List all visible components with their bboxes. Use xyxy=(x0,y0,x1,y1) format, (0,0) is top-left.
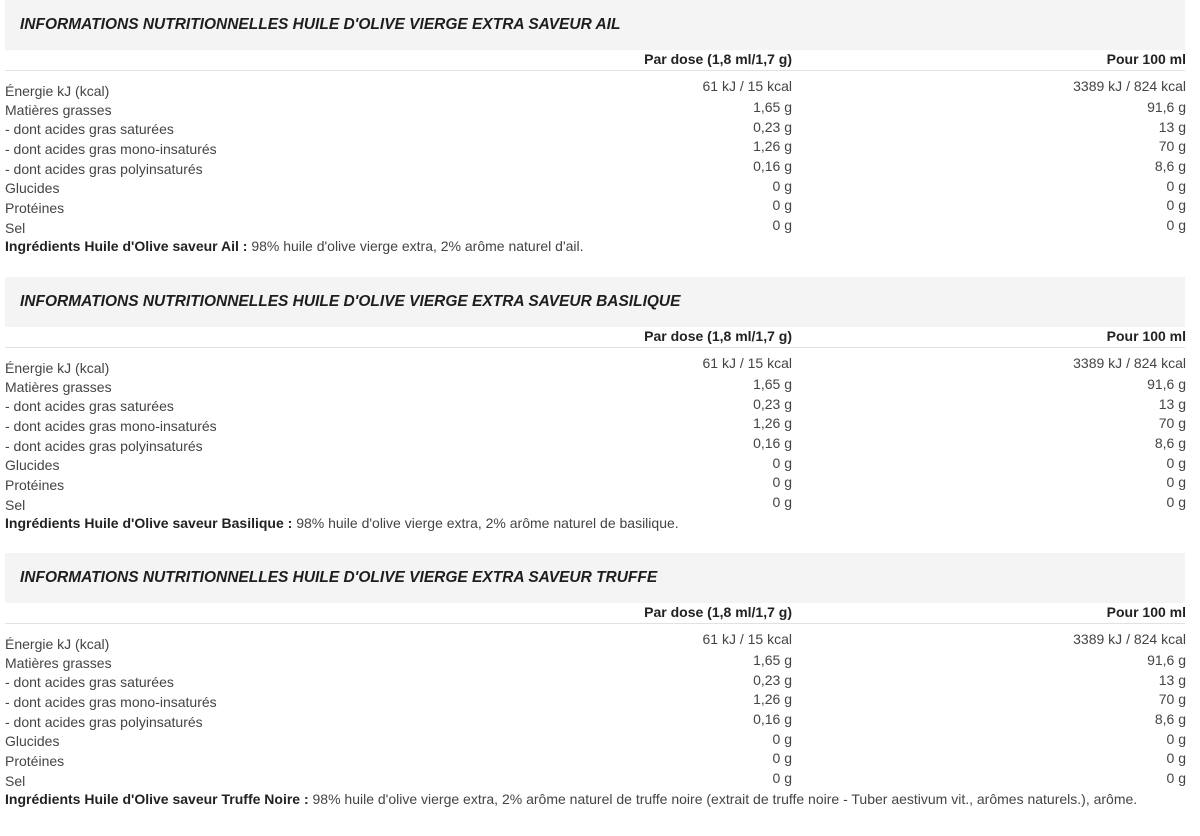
row-value-dose: 0,16 g xyxy=(753,158,792,175)
table-row xyxy=(5,98,1185,118)
row-label: - dont acides gras saturées xyxy=(5,121,174,138)
row-label: - dont acides gras polyinsaturés xyxy=(5,160,203,177)
table-row xyxy=(5,177,1185,197)
row-value-per100: 0 g xyxy=(1166,770,1186,787)
row-value-per100: 3389 kJ / 824 kcal xyxy=(1073,631,1186,647)
section-title: INFORMATIONS NUTRITIONNELLES HUILE D'OLIVE VIERGE EXTRA SAVEUR BASILIQUE xyxy=(20,293,681,310)
row-value-dose: 61 kJ / 15 kcal xyxy=(702,78,792,94)
row-value-per100: 70 g xyxy=(1158,138,1186,155)
row-value-dose: 0 g xyxy=(772,177,792,194)
ingredients-label: Ingrédients Huile d'Olive saveur Basilique : xyxy=(5,514,293,531)
row-value-per100: 91,6 g xyxy=(1147,376,1186,392)
row-value-per100: 8,6 g xyxy=(1154,435,1186,452)
row-value-per100: 3389 kJ / 824 kcal xyxy=(1073,78,1186,94)
table-row xyxy=(5,454,1185,474)
table-row xyxy=(5,395,1185,415)
table-row xyxy=(5,710,1185,730)
column-header-per100: Pour 100 ml xyxy=(1106,328,1186,344)
row-label: Glucides xyxy=(5,733,60,750)
section-title-bar xyxy=(5,277,1185,327)
nutrition-section-truffe xyxy=(5,553,1185,809)
row-value-dose: 0 g xyxy=(772,770,792,787)
table-row xyxy=(5,624,1185,651)
ingredients-line xyxy=(5,790,1155,810)
row-label: Glucides xyxy=(5,457,60,474)
column-header-dose: Par dose (1,8 ml/1,7 g) xyxy=(644,604,792,620)
table-row xyxy=(5,216,1185,236)
row-label: Matières grasses xyxy=(5,101,112,118)
section-title: INFORMATIONS NUTRITIONNELLES HUILE D'OLIVE VIERGE EXTRA SAVEUR AIL xyxy=(20,16,621,33)
table-row xyxy=(5,671,1185,691)
row-label: Matières grasses xyxy=(5,654,112,671)
row-value-dose: 0 g xyxy=(772,494,792,511)
row-label: Matières grasses xyxy=(5,378,112,395)
row-value-dose: 0 g xyxy=(772,197,792,214)
table-row xyxy=(5,414,1185,434)
row-value-dose: 0,16 g xyxy=(753,435,792,452)
row-label: - dont acides gras mono-insaturés xyxy=(5,141,217,158)
section-title-bar xyxy=(5,0,1185,50)
section-title-bar xyxy=(5,553,1185,603)
row-label: - dont acides gras mono-insaturés xyxy=(5,694,217,711)
row-label: Sel xyxy=(5,496,26,513)
table-row xyxy=(5,690,1185,710)
nutrition-section-ail xyxy=(5,0,1185,256)
row-value-dose: 0,23 g xyxy=(753,118,792,135)
nutrition-section-basilique xyxy=(5,277,1185,533)
table-row xyxy=(5,157,1185,177)
row-value-dose: 0 g xyxy=(772,730,792,747)
table-row xyxy=(5,749,1185,769)
row-value-per100: 0 g xyxy=(1166,474,1186,491)
ingredients-line xyxy=(5,514,1155,534)
table-header xyxy=(5,50,1185,71)
table-row xyxy=(5,375,1185,395)
row-label: Énergie kJ (kcal) xyxy=(5,636,110,652)
row-value-dose: 1,65 g xyxy=(753,376,792,392)
row-value-per100: 0 g xyxy=(1166,750,1186,767)
row-value-dose: 0 g xyxy=(772,474,792,491)
table-row xyxy=(5,651,1185,671)
column-header-dose: Par dose (1,8 ml/1,7 g) xyxy=(644,51,792,67)
row-label: - dont acides gras polyinsaturés xyxy=(5,713,203,730)
row-value-dose: 1,26 g xyxy=(753,415,792,432)
section-title: INFORMATIONS NUTRITIONNELLES HUILE D'OLIVE VIERGE EXTRA SAVEUR TRUFFE xyxy=(20,569,658,586)
ingredients-text: 98% huile d'olive vierge extra, 2% arôme naturel de truffe noire (extrait de truffe noire - Tuber aestivum vit., arômes naturels.), arôme. xyxy=(308,790,1138,807)
column-header-dose: Par dose (1,8 ml/1,7 g) xyxy=(644,328,792,344)
table-row xyxy=(5,473,1185,493)
row-value-per100: 0 g xyxy=(1166,454,1186,471)
table-row xyxy=(5,348,1185,375)
row-label: Sel xyxy=(5,772,26,789)
ingredients-label: Ingrédients Huile d'Olive saveur Truffe Noire : xyxy=(5,790,309,807)
row-value-per100: 0 g xyxy=(1166,177,1186,194)
table-row xyxy=(5,434,1185,454)
row-value-dose: 1,65 g xyxy=(753,652,792,668)
row-value-dose: 1,26 g xyxy=(753,138,792,155)
row-value-per100: 8,6 g xyxy=(1154,158,1186,175)
row-label: Protéines xyxy=(5,477,65,494)
row-value-dose: 0,16 g xyxy=(753,711,792,728)
ingredients-text: 98% huile d'olive vierge extra, 2% arôme naturel d'ail. xyxy=(247,237,584,254)
column-header-per100: Pour 100 ml xyxy=(1106,604,1186,620)
row-value-per100: 70 g xyxy=(1158,415,1186,432)
row-value-per100: 13 g xyxy=(1158,671,1186,688)
row-label: - dont acides gras mono-insaturés xyxy=(5,418,217,435)
row-value-dose: 0 g xyxy=(772,454,792,471)
row-value-per100: 3389 kJ / 824 kcal xyxy=(1073,355,1186,371)
row-label: - dont acides gras saturées xyxy=(5,398,174,415)
row-value-per100: 91,6 g xyxy=(1147,652,1186,668)
row-value-dose: 61 kJ / 15 kcal xyxy=(702,355,792,371)
row-value-dose: 1,65 g xyxy=(753,99,792,115)
row-label: Protéines xyxy=(5,200,65,217)
table-row xyxy=(5,769,1185,789)
row-label: - dont acides gras saturées xyxy=(5,674,174,691)
row-value-dose: 0,23 g xyxy=(753,671,792,688)
row-value-per100: 91,6 g xyxy=(1147,99,1186,115)
row-value-per100: 0 g xyxy=(1166,730,1186,747)
ingredients-label: Ingrédients Huile d'Olive saveur Ail : xyxy=(5,237,248,254)
table-row xyxy=(5,118,1185,138)
row-value-per100: 13 g xyxy=(1158,118,1186,135)
row-value-per100: 70 g xyxy=(1158,691,1186,708)
row-value-per100: 8,6 g xyxy=(1154,711,1186,728)
row-label: Énergie kJ (kcal) xyxy=(5,360,110,376)
row-value-dose: 0 g xyxy=(772,217,792,234)
table-row xyxy=(5,71,1185,98)
table-row xyxy=(5,493,1185,513)
row-value-dose: 1,26 g xyxy=(753,691,792,708)
row-value-dose: 0 g xyxy=(772,750,792,767)
row-value-per100: 0 g xyxy=(1166,217,1186,234)
table-header xyxy=(5,603,1185,624)
table-row xyxy=(5,137,1185,157)
row-label: Glucides xyxy=(5,180,60,197)
ingredients-line xyxy=(5,237,1155,257)
column-header-per100: Pour 100 ml xyxy=(1106,51,1186,67)
table-header xyxy=(5,327,1185,348)
row-label: Sel xyxy=(5,219,26,236)
ingredients-text: 98% huile d'olive vierge extra, 2% arôme naturel de basilique. xyxy=(292,514,679,531)
table-row xyxy=(5,196,1185,216)
table-row xyxy=(5,730,1185,750)
row-label: Protéines xyxy=(5,753,65,770)
row-value-per100: 0 g xyxy=(1166,494,1186,511)
row-value-per100: 13 g xyxy=(1158,395,1186,412)
row-label: - dont acides gras polyinsaturés xyxy=(5,437,203,454)
row-value-per100: 0 g xyxy=(1166,197,1186,214)
row-label: Énergie kJ (kcal) xyxy=(5,83,110,99)
row-value-dose: 61 kJ / 15 kcal xyxy=(702,631,792,647)
row-value-dose: 0,23 g xyxy=(753,395,792,412)
